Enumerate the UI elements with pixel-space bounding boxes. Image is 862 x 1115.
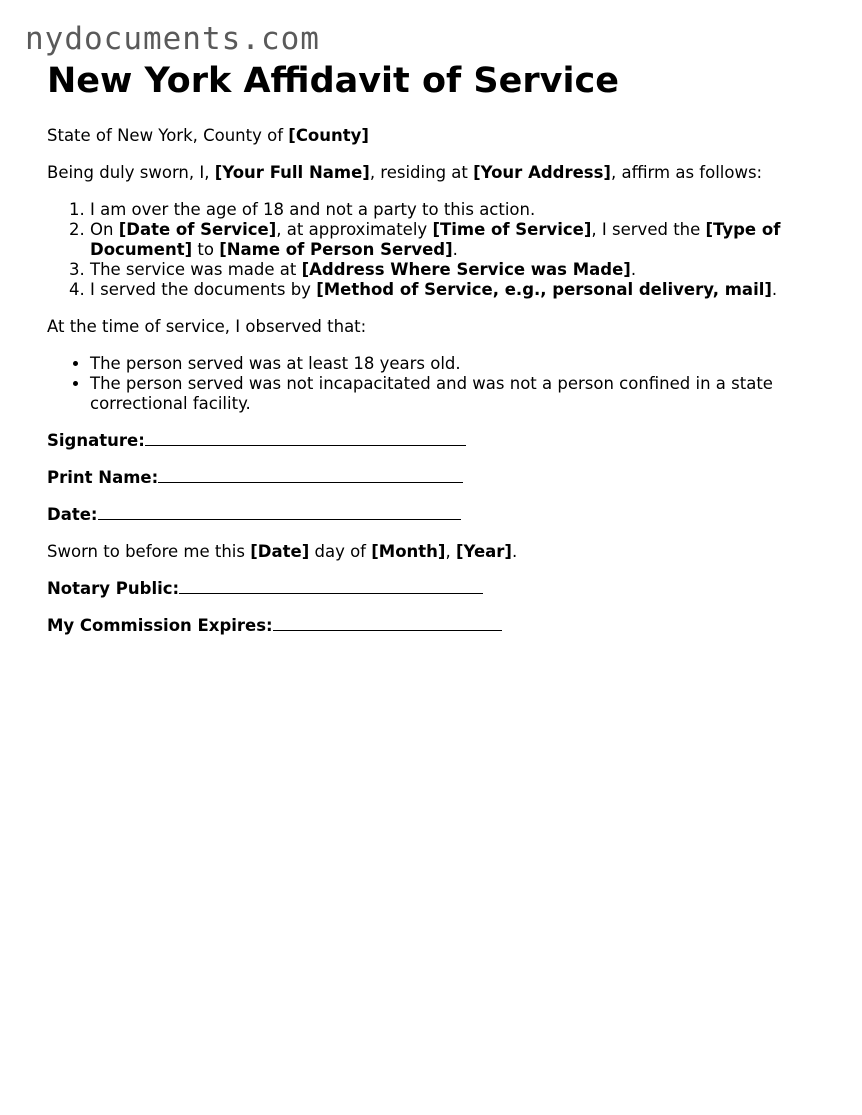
statement-text: . — [452, 240, 458, 259]
observed-intro: At the time of service, I observed that: — [47, 317, 367, 336]
sworn-text-3: , affirm as follows: — [610, 163, 763, 182]
sworn-statement — [47, 163, 817, 183]
notary-public-label: Notary Public: — [47, 579, 180, 598]
notary-public-field[interactable] — [47, 579, 817, 599]
statement-text: . — [771, 280, 778, 299]
statement-text: , I served the — [591, 220, 706, 239]
commission-expires-label: My Commission Expires: — [47, 616, 273, 635]
sworn-month-placeholder: [Month] — [371, 542, 446, 561]
sworn-before-text: . — [511, 542, 518, 561]
commission-expires-field[interactable] — [47, 616, 817, 636]
time-of-service-placeholder: [Time of Service] — [432, 220, 592, 239]
commission-expires-line[interactable] — [273, 616, 502, 631]
date-of-service-placeholder: [Date of Service] — [118, 220, 277, 239]
sworn-before-text: Sworn to before me this — [47, 542, 251, 561]
statement-item — [90, 260, 817, 280]
address-placeholder: [Your Address] — [473, 163, 611, 182]
sworn-before-text: day of — [309, 542, 372, 561]
statement-text: On — [90, 220, 119, 239]
document-type-placeholder: [Type of Document] — [90, 220, 781, 259]
sworn-before-text: , — [445, 542, 456, 561]
sworn-year-placeholder: [Year] — [455, 542, 512, 561]
service-address-placeholder: [Address Where Service was Made] — [301, 260, 631, 279]
full-name-placeholder: [Your Full Name] — [214, 163, 370, 182]
statement-text: . — [630, 260, 637, 279]
document-page — [47, 60, 817, 653]
state-county-line — [47, 126, 817, 146]
print-name-label: Print Name: — [47, 468, 159, 487]
sworn-before-line — [47, 542, 817, 562]
sworn-text-1: Being duly sworn, I, — [47, 163, 215, 182]
notary-public-line[interactable] — [179, 579, 483, 594]
observation-item: • The person served was not incapacitated and was not a person confined in a state correctional facility. — [90, 374, 817, 414]
signature-line[interactable] — [145, 431, 466, 446]
person-served-placeholder: [Name of Person Served] — [219, 240, 453, 259]
statement-item: 1. I am over the age of 18 and not a party to this action. — [90, 200, 817, 220]
print-name-field[interactable] — [47, 468, 817, 488]
print-name-line[interactable] — [158, 468, 463, 483]
signature-label: Signature: — [47, 431, 145, 450]
statement-item — [90, 280, 817, 300]
statement-text: The service was made at — [90, 260, 302, 279]
sworn-text-2: , residing at — [369, 163, 474, 182]
date-label: Date: — [47, 505, 98, 524]
state-county-prefix: State of New York, County of — [47, 126, 289, 145]
statement-item — [90, 220, 817, 260]
statement-text: , at approximately — [276, 220, 433, 239]
observation-item: • The person served was at least 18 years old. — [90, 354, 817, 374]
date-line[interactable] — [98, 505, 461, 520]
numbered-statements — [47, 200, 817, 300]
statement-text: to — [192, 240, 220, 259]
county-placeholder: [County] — [288, 126, 369, 145]
sworn-date-placeholder: [Date] — [250, 542, 310, 561]
date-field[interactable] — [47, 505, 817, 525]
document-title: New York Affidavit of Service — [47, 61, 619, 101]
signature-field[interactable] — [47, 431, 817, 451]
site-watermark: nydocuments.com — [25, 21, 320, 57]
observation-list — [47, 354, 817, 414]
statement-text: I served the documents by — [90, 280, 317, 299]
service-method-placeholder: [Method of Service, e.g., personal delivery, mail] — [316, 280, 772, 299]
